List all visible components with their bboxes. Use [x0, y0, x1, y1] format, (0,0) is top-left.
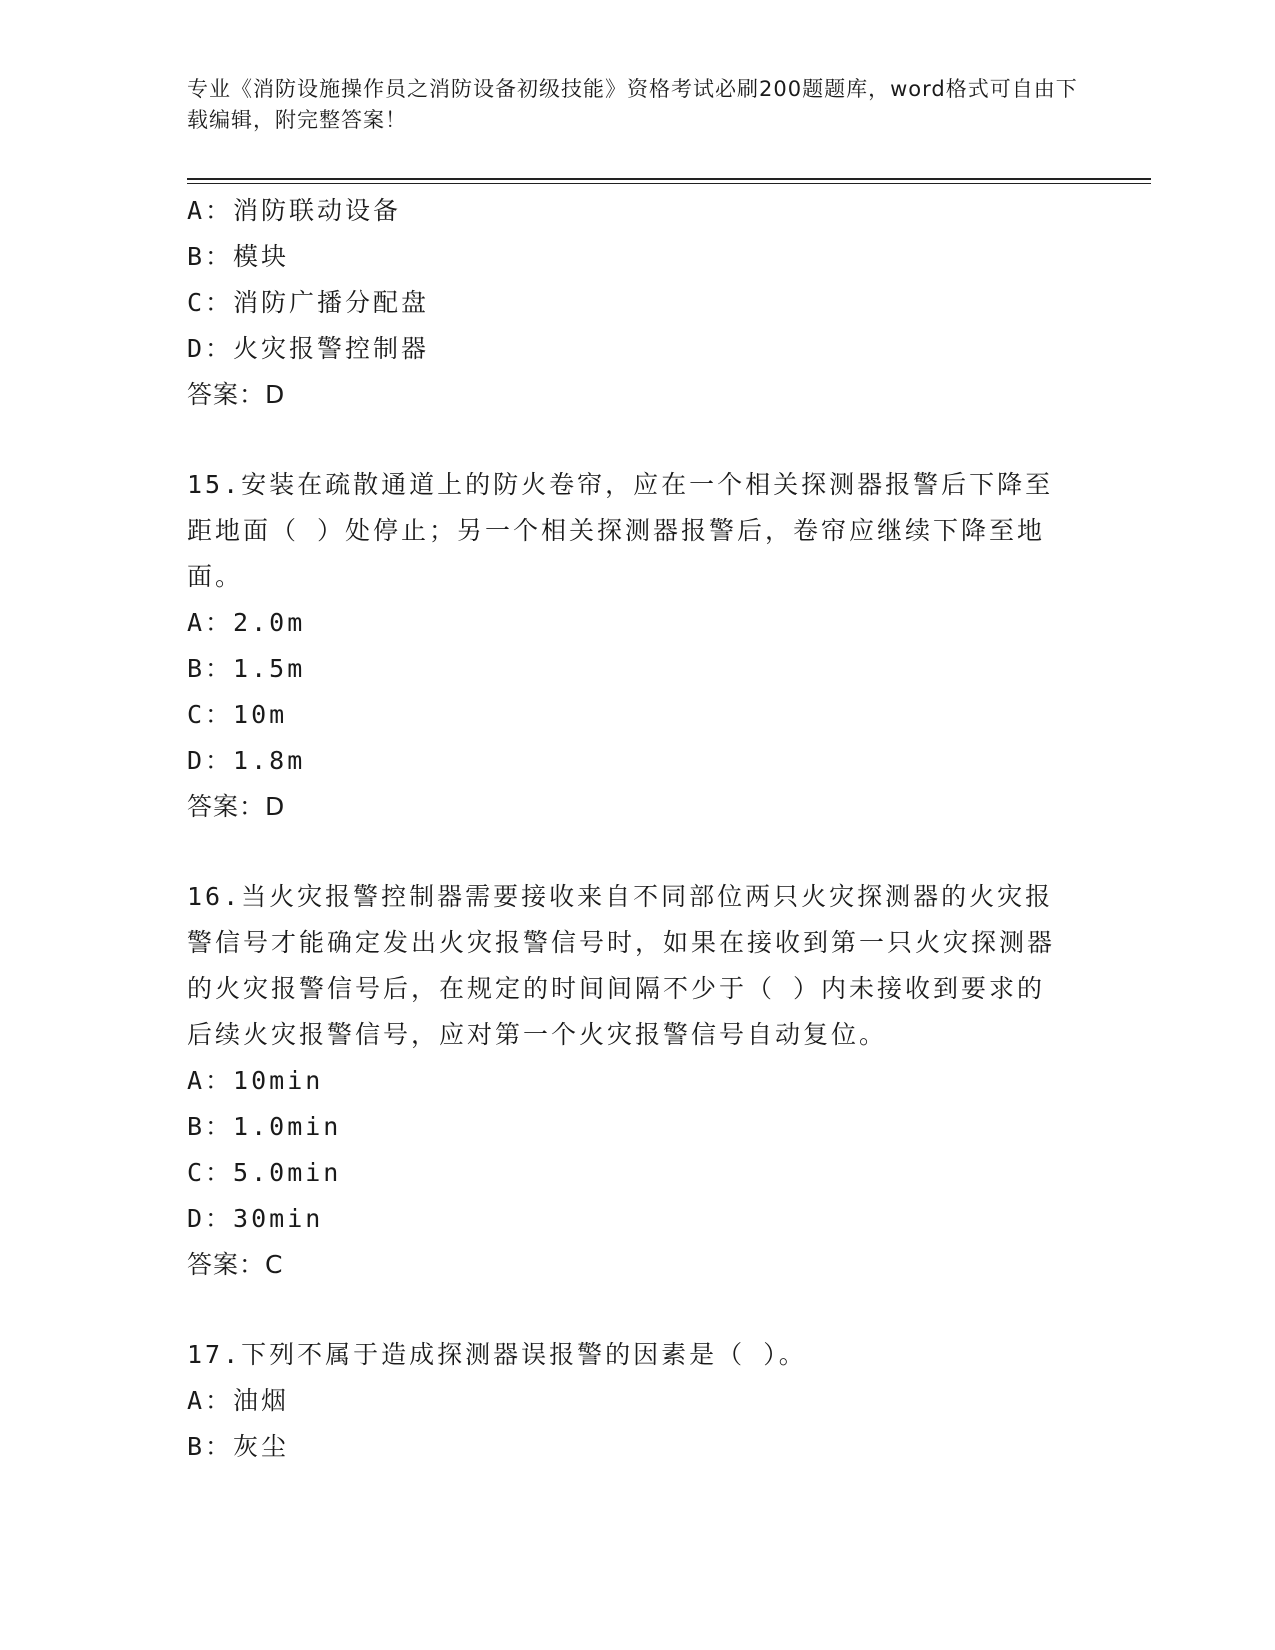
question-17	[187, 1332, 1087, 1470]
question-text: 17.下列不属于造成探测器误报警的因素是（ ）。	[187, 1340, 807, 1369]
option-b: B：1.5m	[187, 654, 306, 683]
answer-line: 答案：D	[187, 380, 286, 409]
option-b: B：灰尘	[187, 1432, 290, 1461]
spacer	[187, 830, 1087, 874]
option-a: A：10min	[187, 1066, 324, 1095]
option-b: B：1.0min	[187, 1112, 342, 1141]
option-d: D：火灾报警控制器	[187, 334, 430, 363]
option-a: A：2.0m	[187, 608, 306, 637]
option-b: B：模块	[187, 242, 290, 271]
question-14-continued	[187, 188, 1087, 418]
answer-line: 答案：D	[187, 792, 286, 821]
question-16	[187, 874, 1087, 1288]
spacer	[187, 1288, 1087, 1332]
question-text: 15.安装在疏散通道上的防火卷帘，应在一个相关探测器报警后下降至距地面（ ）处停止；另一个相关探测器报警后，卷帘应继续下降至地面。	[187, 470, 1054, 591]
question-15	[187, 462, 1087, 830]
answer-line: 答案：C	[187, 1250, 284, 1279]
option-c: C：消防广播分配盘	[187, 288, 430, 317]
document-header: 专业《消防设施操作员之消防设备初级技能》资格考试必刷200题题库，word格式可自由下载编辑，附完整答案！	[187, 77, 1078, 132]
header-divider-thick	[187, 178, 1151, 180]
option-d: D：1.8m	[187, 746, 306, 775]
spacer	[187, 418, 1087, 462]
option-a: A：油烟	[187, 1386, 290, 1415]
option-c: C：10m	[187, 700, 288, 729]
question-text: 16.当火灾报警控制器需要接收来自不同部位两只火灾探测器的火灾报警信号才能确定发出火灾报警信号时，如果在接收到第一只火灾探测器的火灾报警信号后，在规定的时间间隔不少于（ ）内未接收到要求的后续火灾报警信号，应对第一个火灾报警信号自动复位。	[187, 882, 1056, 1049]
option-a: A：消防联动设备	[187, 196, 402, 225]
header-divider-thin	[187, 183, 1151, 184]
question-list	[187, 188, 1087, 1470]
option-d: D：30min	[187, 1204, 324, 1233]
option-c: C：5.0min	[187, 1158, 342, 1187]
